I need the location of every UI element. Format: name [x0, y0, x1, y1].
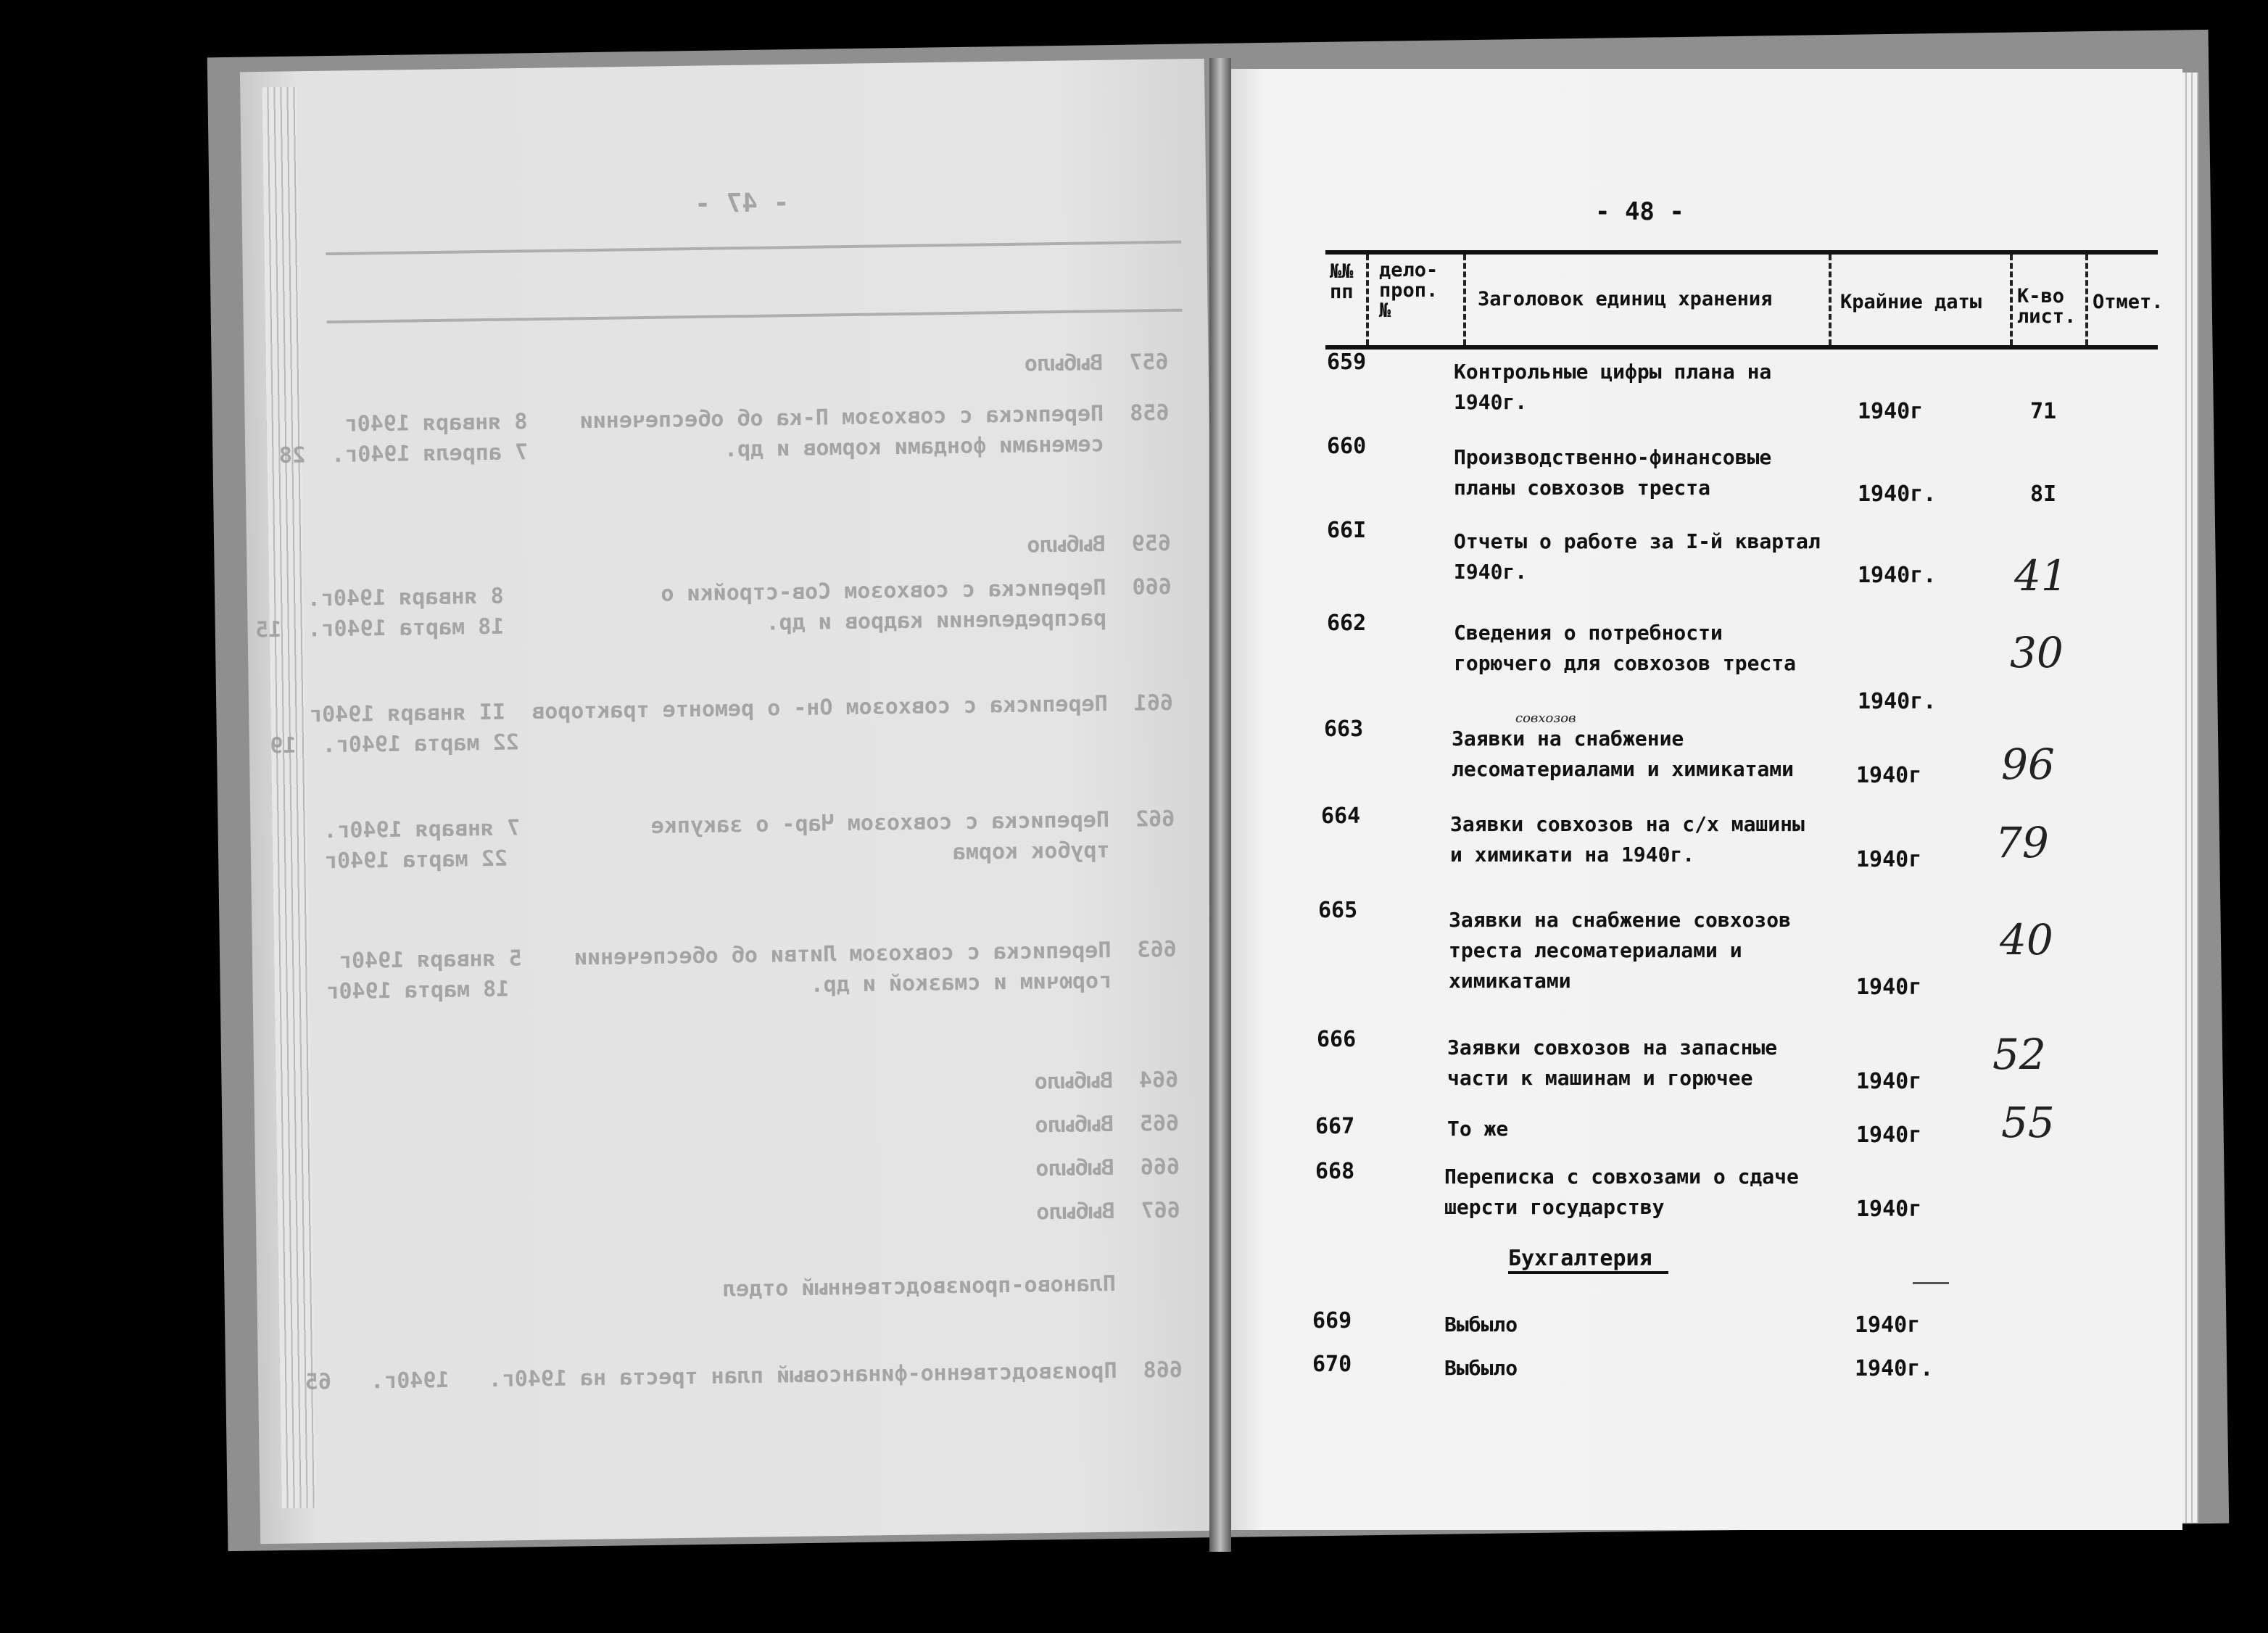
ghost-line: трубок корма 22 марта 1940г [323, 836, 1176, 875]
handwritten-sheet-count: 41 [2014, 551, 2068, 600]
handwritten-sheet-count: 30 [2010, 628, 2064, 677]
row-date: 1940г. [1855, 1356, 1934, 1381]
row-date: 1940г. [1858, 689, 1937, 714]
row-date: 1940г [1856, 1069, 1922, 1094]
row-number: 659 [1327, 350, 1367, 375]
row-number: 666 [1317, 1027, 1357, 1052]
row-sheets: 71 [2030, 399, 2057, 424]
row-title: Заявки совхозов на с/х машины и химикати на 1940г. [1450, 812, 1805, 867]
row-title: Выбыло [1444, 1312, 1518, 1336]
row-title: Заявки совхозов на запасные части к машинам и горючее [1447, 1035, 1778, 1090]
row-title: То же [1447, 1117, 1509, 1141]
row-number: 670 [1312, 1352, 1352, 1377]
row-number: 669 [1312, 1308, 1352, 1334]
row-number: 660 [1327, 434, 1367, 459]
dash-mark [1913, 1282, 1949, 1284]
table-header [1325, 250, 2164, 350]
row-date: 1940г [1855, 1312, 1921, 1338]
ghost-line: 661 Переписка с совхозом Он- о ремонте тракторов II января 1940г [308, 690, 1174, 728]
ghost-line: 664 Выбыло [1034, 1067, 1179, 1095]
row-title: Сведения о потребности горючего для совхозов треста [1454, 621, 1797, 675]
row-title: Переписка с совхозами о сдаче шерсти государству [1444, 1165, 1799, 1219]
ghost-line: Планово-производственный отдел [722, 1270, 1182, 1302]
ghost-line: распределении кадров и др. 18 марта 1940г. 15 [254, 604, 1172, 643]
left-page-table-header [326, 241, 1182, 323]
section-title: Бухгалтерия [1508, 1246, 1668, 1274]
row-title: Заявки на снабжение совхозов треста лесоматериалами и химикатами [1449, 908, 1792, 993]
ghost-line: 658 Переписка с совхозом П-ка об обеспечении 8 января 1940г [344, 400, 1170, 437]
handwritten-sheet-count: 55 [2001, 1098, 2055, 1147]
page-number: - 48 - [1595, 197, 1684, 226]
row-number: 668 [1315, 1159, 1355, 1184]
handwritten-sheet-count: 40 [2000, 915, 2053, 964]
header-num: №№ пп [1330, 260, 1354, 303]
ghost-line: 668 Производственно-финансовый план треста на 1940г. 1940г. 65 [305, 1357, 1183, 1395]
left-page-ghost-text [254, 168, 1198, 1450]
row-date: 1940г [1856, 847, 1922, 872]
row-number: 667 [1315, 1114, 1355, 1139]
ghost-line: 660 Переписка с совхозом Сов-стройки о 8 января 1940г. [307, 574, 1172, 612]
row-title: Отчеты о работе за I-й квартал I940г. [1454, 529, 1821, 584]
ghost-line: горючим и смазкой и др. 18 марта 1940г [326, 967, 1178, 1005]
row-sheets: 8I [2030, 481, 2057, 507]
ghost-line: 665 Выбыло [1035, 1110, 1180, 1138]
handwritten-sheet-count: 52 [1992, 1030, 2046, 1079]
row-title: Производственно-финансовые планы совхозов треста [1454, 445, 1772, 500]
handwritten-sheet-count: 96 [2001, 740, 2055, 789]
row-number: 663 [1324, 716, 1364, 742]
row-number: 664 [1321, 803, 1361, 829]
left-page-number: - 47 - [695, 188, 790, 219]
row-date: 1940г [1856, 763, 1922, 788]
header-dates: Крайние даты [1840, 291, 1982, 313]
ghost-line: 22 марта 1940г. 19 [270, 720, 1174, 759]
header-delo: дело- проп. № [1379, 259, 1439, 322]
handwritten-sheet-count: 79 [1995, 818, 2049, 867]
row-date: 1940г [1856, 1123, 1922, 1148]
ghost-line: 667 Выбыло [1035, 1197, 1181, 1225]
book-spine [1209, 58, 1231, 1552]
ghost-line: 666 Выбыло [1035, 1154, 1180, 1182]
row-title: Выбыло [1444, 1356, 1518, 1380]
row-title: Контрольные цифры плана на 1940г. [1454, 360, 1772, 414]
row-number: 665 [1318, 898, 1358, 923]
ghost-line: семенами фондами кормов и др. 7 апреля 1940г. 28 [278, 430, 1170, 469]
ghost-line: 663 Переписка с совхозом Литви об обеспечении 5 января 1940г [338, 936, 1178, 974]
row-title: Заявки на снабжение лесоматериалами и химикатами [1452, 727, 1795, 781]
header-sheets: К-во лист. [2017, 285, 2077, 328]
header-title: Заголовок единиц хранения [1478, 288, 1773, 310]
row-date: 1940г [1856, 1196, 1922, 1222]
row-number: 66I [1327, 518, 1367, 543]
handwritten-insert: совхозов [1515, 711, 1576, 726]
ghost-line: 662 Переписка с совхозом Чар- о закупке 7 января 1940г. [323, 806, 1175, 844]
ghost-line: 657 Выбыло [1024, 349, 1169, 377]
row-date: 1940г [1856, 975, 1922, 1000]
row-date: 1940г. [1858, 563, 1937, 588]
row-date: 1940г [1858, 399, 1924, 424]
ghost-line: 659 Выбыло [1027, 530, 1172, 558]
row-date: 1940г. [1858, 481, 1937, 507]
header-note: Отмет. [2093, 291, 2164, 313]
row-number: 662 [1327, 611, 1367, 636]
